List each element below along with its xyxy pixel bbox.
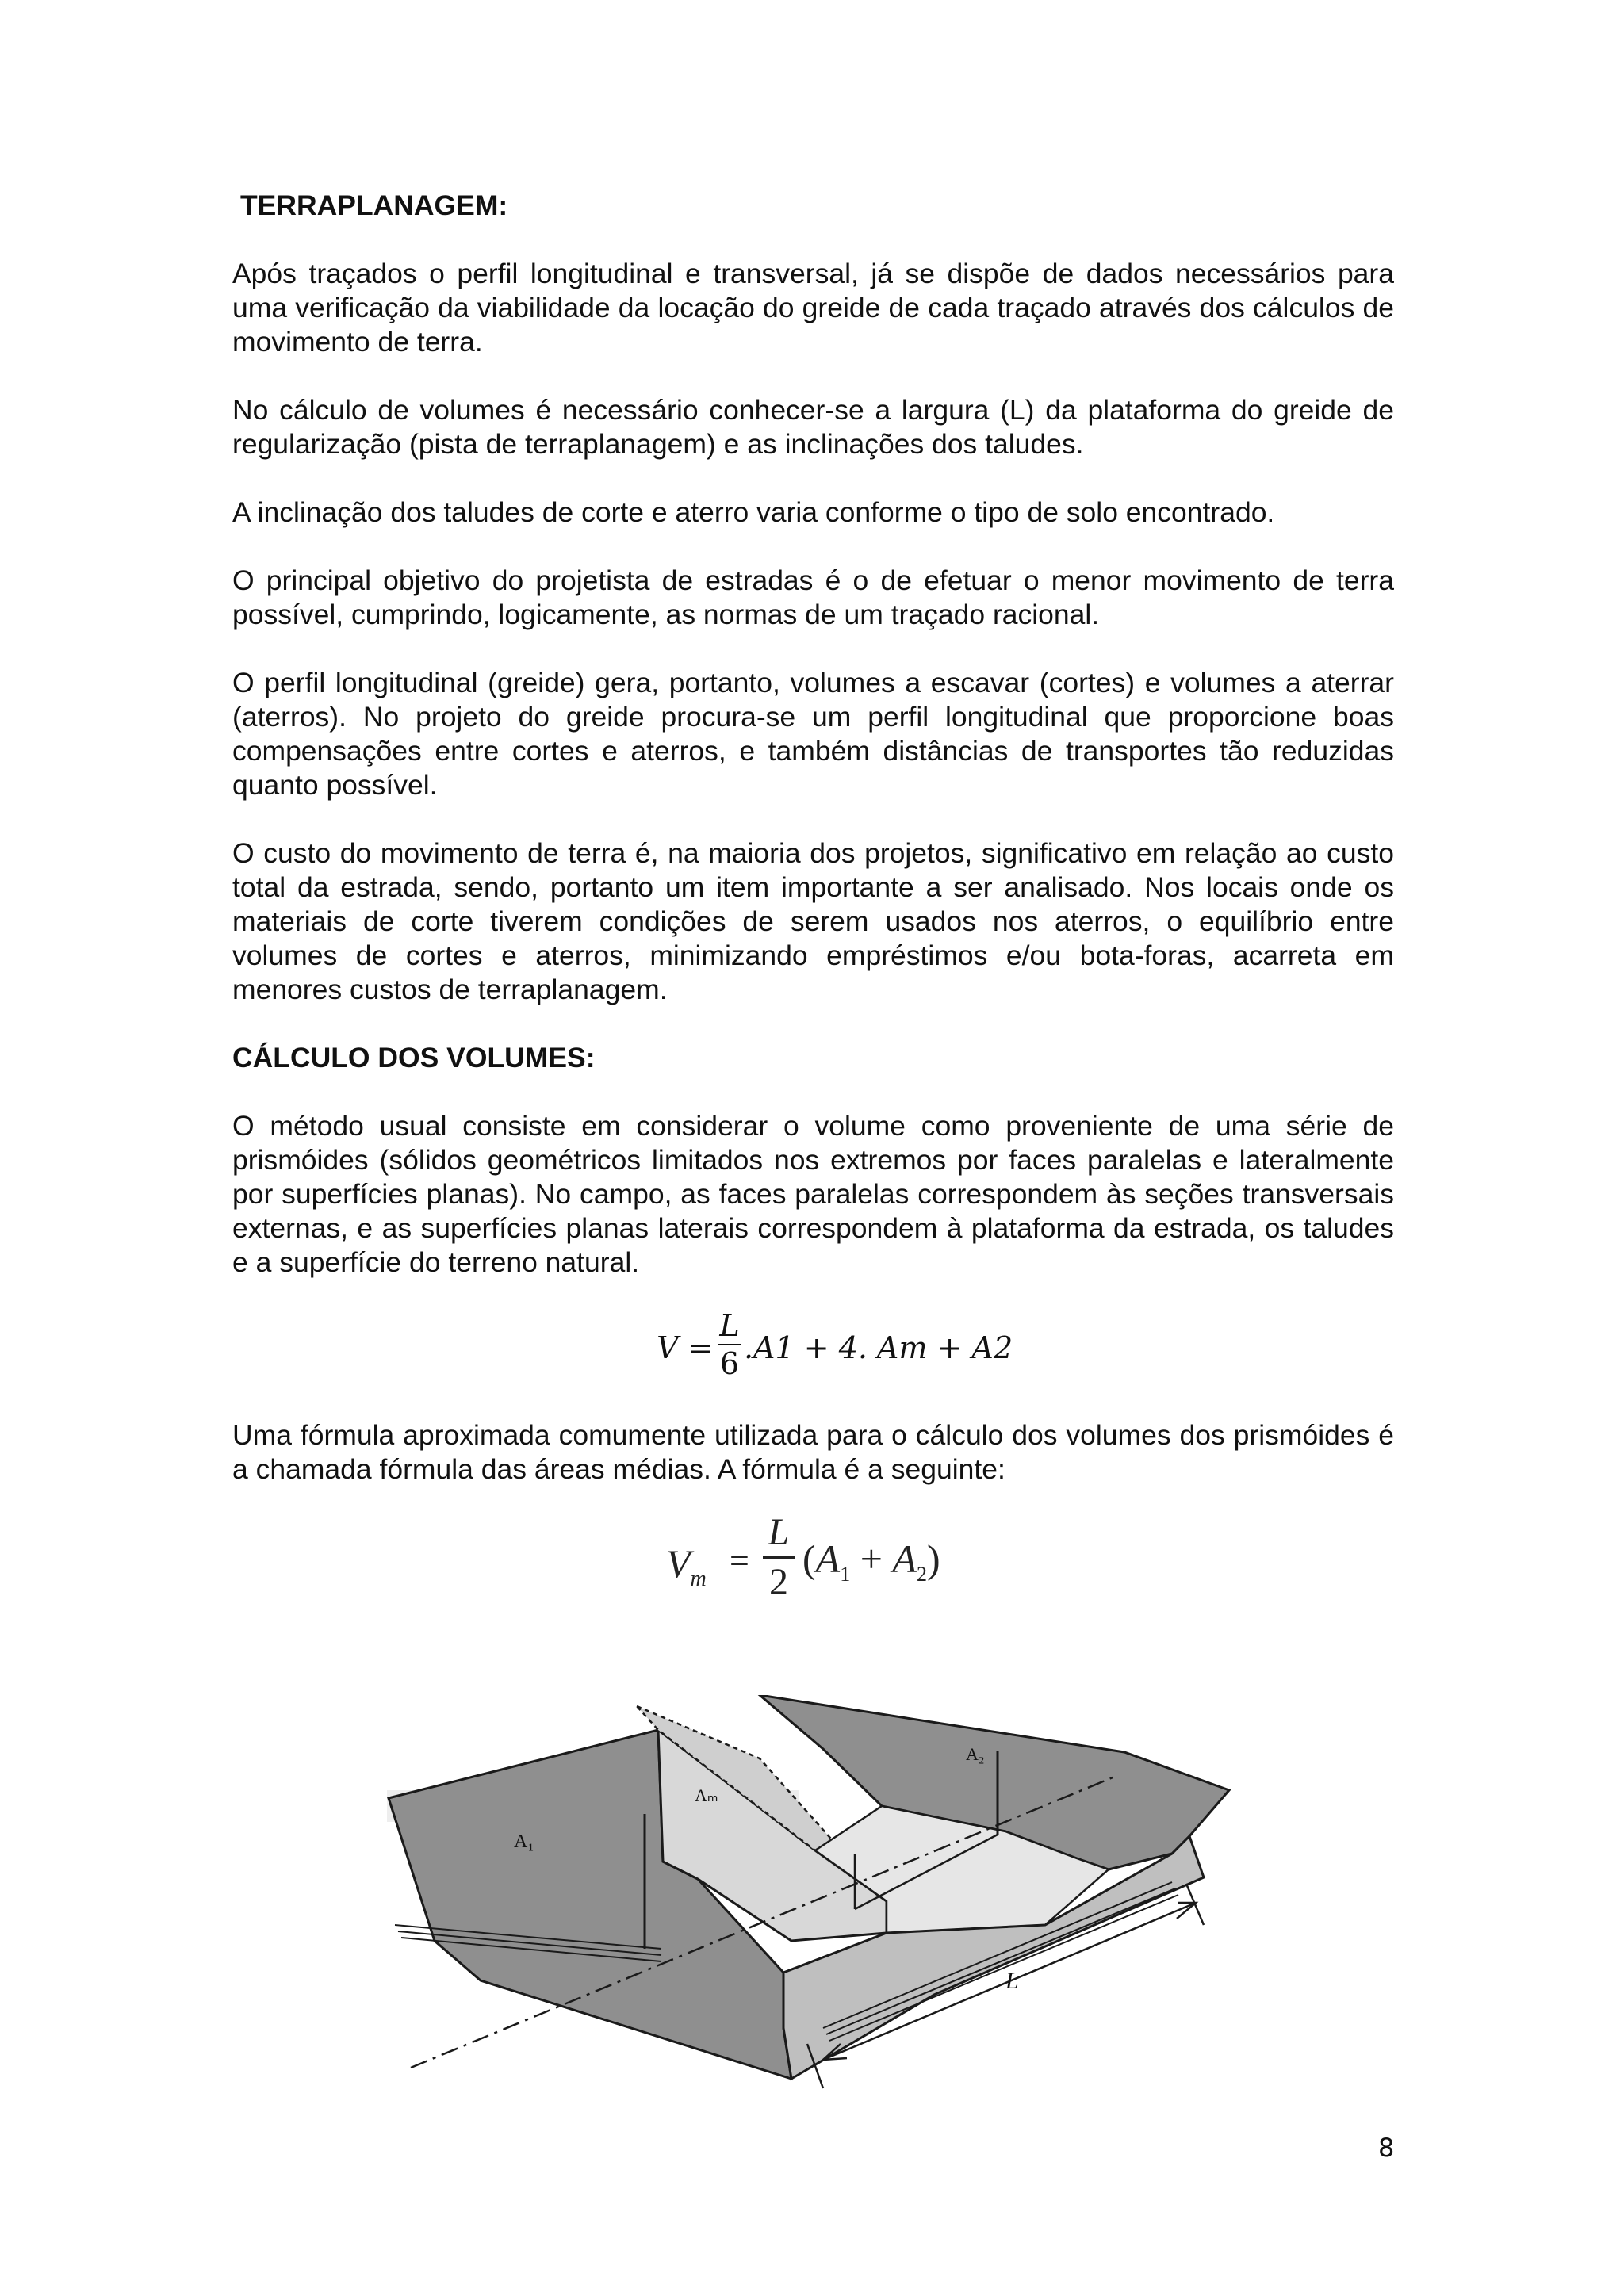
paragraph-8: Uma fórmula aproximada comumente utilizada para o cálculo dos volumes dos prismóides é a chamada fórmula das áreas médias. A fórmula é a seguinte:: [232, 1419, 1394, 1485]
page-number: 8: [1378, 2133, 1395, 2163]
paragraph-4: O principal objetivo do projetista de estradas é o de efetuar o menor movimento de terra possível, cumprindo, logicamente, as normas de um traçado racional.: [232, 564, 1394, 630]
paragraph-6: O custo do movimento de terra é, na maioria dos projetos, significativo em relação ao custo total da estrada, sendo, portanto um item importante a ser analisado. Nos locais onde os materiais de corte tiverem condições de serem usados nos aterros, o equilíbrio entre volumes de cortes e aterros, minimizando empréstimos e/ou bota-foras, acarreta em menores custos de terraplanagem.: [232, 837, 1394, 1005]
equals-sign: =: [730, 1541, 749, 1580]
prismoid-diagram: [379, 1695, 1237, 2091]
areas-sum: $(A_1 + A_2)$: [802, 1536, 940, 1586]
paragraph-5: O perfil longitudinal (greide) gera, portanto, volumes a escavar (cortes) e volumes a aterrar (aterros). No projeto do greide procura-se um perfil longitudinal que proporcione boas compensações entre cortes e aterros, e também distâncias de transportes tão reduzidas quanto possível.: [232, 667, 1394, 801]
paragraph-7: O método usual consiste em considerar o volume como proveniente de uma série de prismóides (sólidos geométricos limitados nos extremos por faces paralelas e lateralmente por superfícies planas). No campo, as faces paralelas correspondem às seções transversais externas, e as superfícies planas laterais correspondem à plataforma da estrada, os taludes e a superfície do terreno natural.: [232, 1110, 1394, 1278]
formula-rhs: .A1 + 4. Am + A2: [744, 1330, 1013, 1365]
mean-area-formula: [666, 1510, 967, 1613]
paragraph-1: Após traçados o perfil longitudinal e transversal, já se dispõe de dados necessários para uma verificação da viabilidade da locação do greide de cada traçado através dos cálculos de movimento de terra.: [232, 258, 1394, 358]
label-a1: A₁: [514, 1831, 534, 1852]
paragraph-2: No cálculo de volumes é necessário conhecer-se a largura (L) da plataforma do greide de regularização (pista de terraplanagem) e as inclinações dos taludes.: [232, 394, 1394, 460]
heading-calculo-volumes: CÁLCULO DOS VOLUMES:: [232, 1042, 596, 1073]
heading-terraplanagem: TERRAPLANAGEM:: [240, 189, 508, 221]
paragraph-3: A inclinação dos taludes de corte e aterro varia conforme o tipo de solo encontrado.: [232, 496, 1275, 528]
formula-numerator: L: [719, 1308, 740, 1343]
vm-symbol: $V_m$: [666, 1541, 707, 1591]
label-l: L: [1005, 1968, 1019, 1994]
page-content: [232, 189, 1394, 1521]
prismoid-formula: [232, 1307, 1394, 1395]
formula-fraction: [718, 1307, 741, 1382]
label-am: Aₘ: [695, 1785, 718, 1805]
l-over-2: L 2: [763, 1510, 795, 1605]
formula-denominator: 6: [719, 1346, 740, 1381]
label-a2: A₂: [966, 1744, 985, 1764]
formula-lhs: V =: [657, 1330, 714, 1365]
